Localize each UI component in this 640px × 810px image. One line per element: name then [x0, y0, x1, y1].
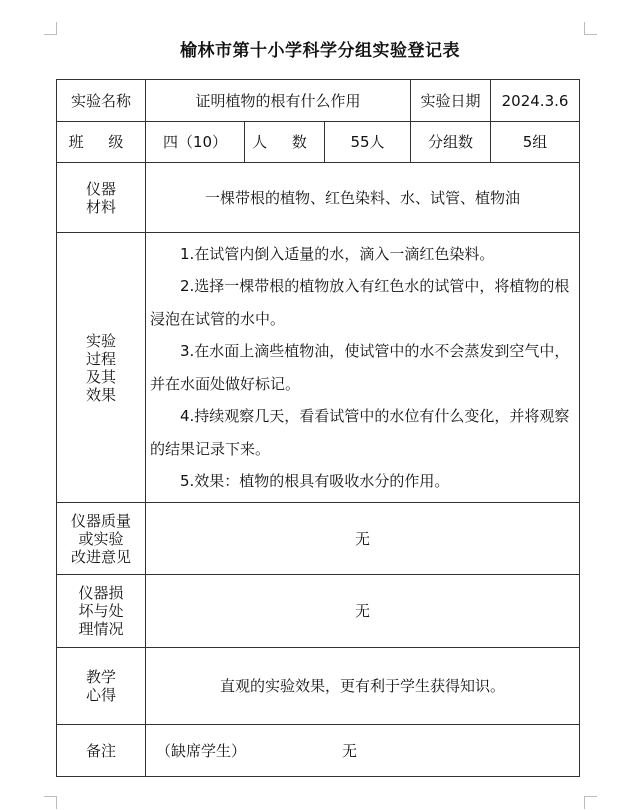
crop-mark-top-right [584, 22, 597, 35]
crop-mark-bottom-left [44, 796, 57, 809]
value-class: 四（10） [146, 122, 245, 163]
crop-mark-top-left [44, 22, 57, 35]
row-damage [57, 575, 580, 648]
value-reflection: 直观的实验效果，更有利于学生获得知识。 [146, 648, 580, 725]
process-step-2: 2.选择一棵带根的植物放入有红色水的试管中，将植物的根浸泡在试管的水中。 [150, 277, 570, 328]
label-group-count: 分组数 [411, 122, 491, 163]
row-reflection [57, 648, 580, 725]
row-quality [57, 503, 580, 575]
process-step-4: 4.持续观察几天，看看试管中的水位有什么变化，并将观察的结果记录下来。 [150, 407, 570, 458]
row-remarks [57, 725, 580, 777]
document-title: 榆林市第十小学科学分组实验登记表 [180, 41, 460, 61]
label-class: 班 级 [57, 122, 146, 163]
value-student-count: 55人 [325, 122, 411, 163]
label-quality: 仪器质量 或实验 改进意见 [57, 503, 146, 575]
row-name-date [57, 80, 580, 122]
process-step-3: 3.在水面上滴些植物油，使试管中的水不会蒸发到空气中，并在水面处做好标记。 [150, 342, 570, 393]
absent-students-value: 无 [342, 741, 358, 760]
label-student-count: 人 数 [245, 122, 325, 163]
value-experiment-name: 证明植物的根有什么作用 [146, 80, 411, 122]
absent-students-label: （缺席学生） [156, 741, 247, 760]
label-process: 实验 过程 及其 效果 [57, 233, 146, 503]
label-materials: 仪器 材料 [57, 163, 146, 233]
row-process [57, 233, 580, 503]
process-step-1: 1.在试管内倒入适量的水，滴入一滴红色染料。 [180, 244, 495, 263]
value-materials: 一棵带根的植物、红色染料、水、试管、植物油 [146, 163, 580, 233]
label-remarks: 备注 [57, 725, 146, 777]
value-process [146, 233, 580, 503]
process-step-5: 5.效果：植物的根具有吸收水分的作用。 [180, 472, 450, 490]
value-quality: 无 [146, 503, 580, 575]
value-group-count: 5组 [491, 122, 580, 163]
label-damage: 仪器损 坏与处 理情况 [57, 575, 146, 648]
crop-mark-bottom-right [584, 796, 597, 809]
value-experiment-date: 2024.3.6 [491, 80, 580, 122]
label-experiment-name: 实验名称 [57, 80, 146, 122]
label-reflection: 教学 心得 [57, 648, 146, 725]
row-materials [57, 163, 580, 233]
value-damage: 无 [146, 575, 580, 648]
value-remarks [146, 725, 580, 777]
experiment-register-table [56, 79, 580, 777]
label-experiment-date: 实验日期 [411, 80, 491, 122]
row-class-info [57, 122, 580, 163]
